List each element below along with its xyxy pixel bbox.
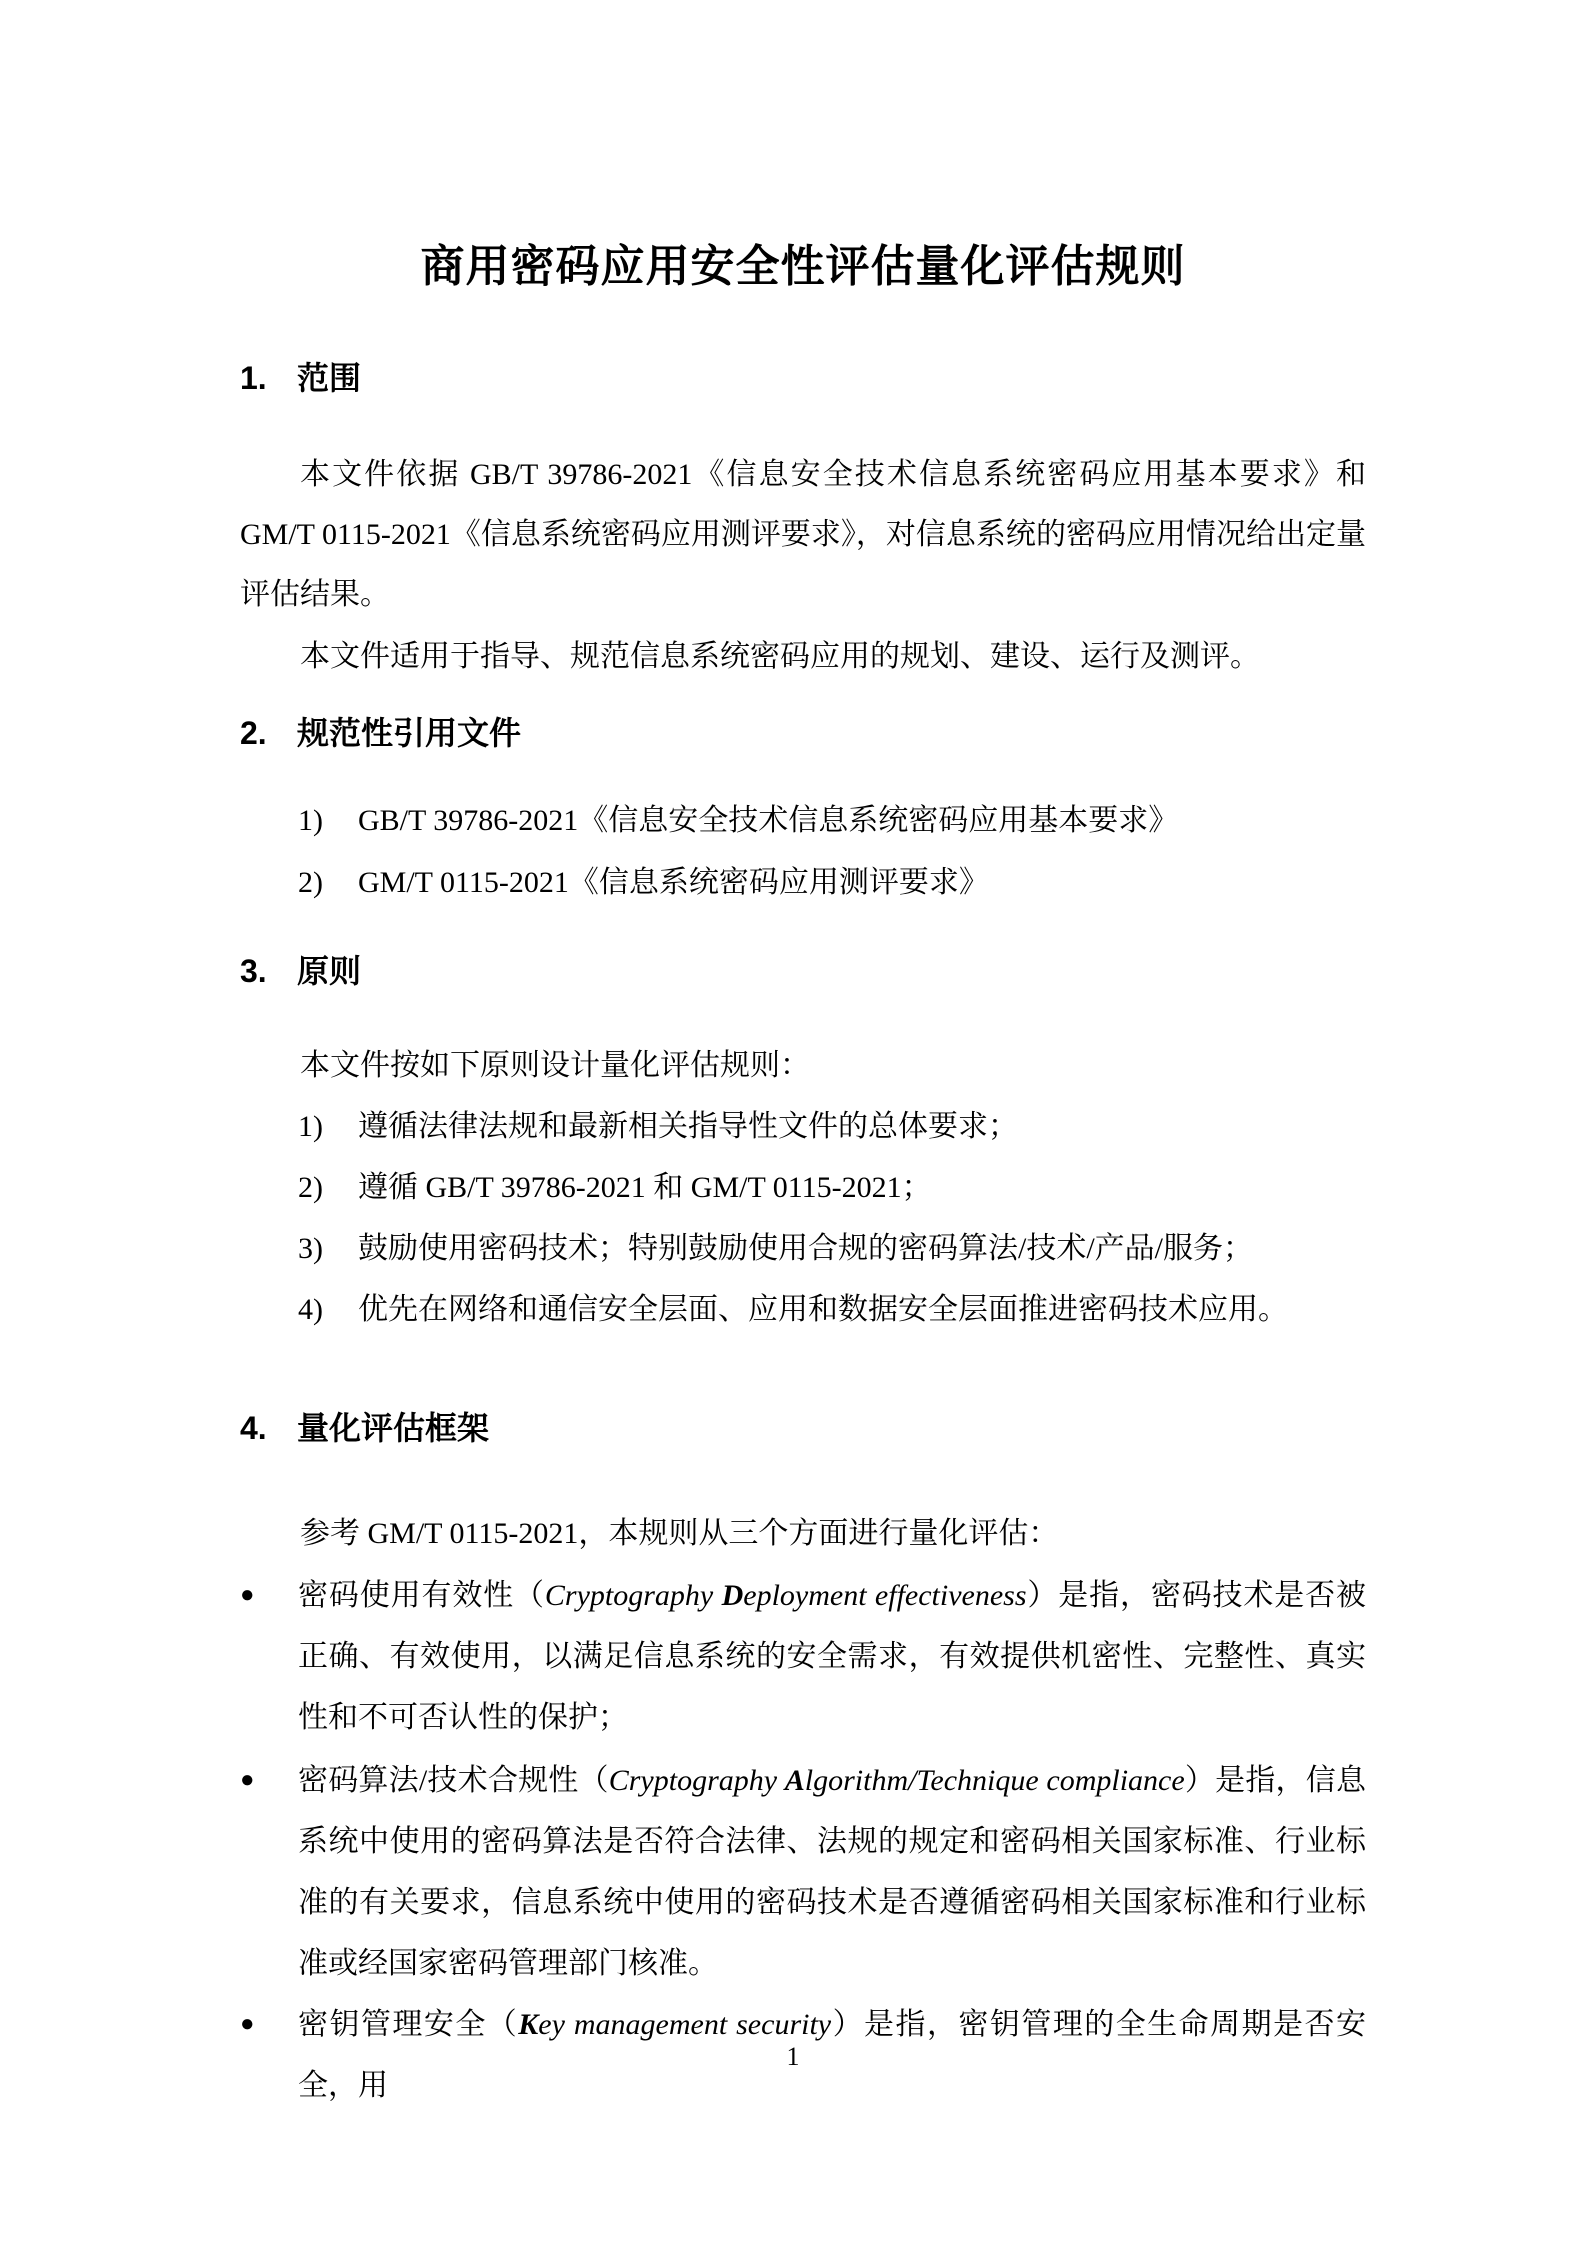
document-title: 商用密码应用安全性评估量化评估规则 [420,242,1186,291]
section-2-number: 2. [240,715,267,751]
list-item [298,1157,1366,1218]
list-marker: 2) [298,866,323,899]
section-1-heading [240,358,1366,399]
paragraph: 参考 GM/T 0115-2021，本规则从三个方面进行量化评估： [300,1517,1059,1550]
text-segment: 密码使用有效性（ [298,1579,545,1612]
paragraph: 本文件依据 GB/T 39786-2021《信息安全技术信息系统密码应用基本要求》和 GM/T 0115-2021《信息系统密码应用测评要求》，对信息系统的密码应用情况给出定量评估结果。 [240,458,1366,611]
text-segment: Cryptography [544,1579,722,1612]
list-marker: 1) [298,804,323,837]
text-segment: Cryptography [608,1764,785,1797]
english-term [518,2008,831,2041]
bullet-dot-icon: ● [240,1582,255,1608]
list-text: 优先在网络和通信安全层面、应用和数据安全层面推进密码技术应用。 [358,1293,1288,1326]
section-3-heading [240,951,1366,992]
list-text: 鼓励使用密码技术；特别鼓励使用合规的密码算法/技术/产品/服务； [358,1232,1254,1265]
reference-list [298,790,1366,914]
english-term [545,1579,1027,1612]
bullet-item [240,1750,1366,1994]
page-number: 1 [786,2042,800,2071]
text-segment: ）是指，信息系统中使用的密码算法是否符合法律、法规的规定和密码相关国家标准、行业标准的有关要求，信息系统中使用的密码技术是否遵循密码相关国家标准和行业标准或经国家密码管理部门核准。 [298,1764,1366,1980]
text-segment: ）是指，密码技术是否被正确、有效使用，以满足信息系统的安全需求，有效提供机密性、完整性、真实性和不可否认性的保护； [298,1579,1367,1734]
list-item [298,1096,1366,1157]
bullet-text [298,1750,1366,1994]
list-item [298,1279,1366,1340]
text-segment: ey management security [538,2008,832,2041]
bullet-dot-icon: ● [240,2011,255,2037]
list-marker: 1) [298,1110,323,1143]
text-segment: 密钥管理安全（ [298,2008,519,2041]
list-item [298,1218,1366,1279]
section-3-number: 3. [240,953,267,989]
text-segment: eployment effectiveness [743,1579,1027,1612]
section-4-heading [240,1408,1366,1449]
list-text: GM/T 0115-2021《信息系统密码应用测评要求》 [358,866,989,899]
section-4-heading-text: 量化评估框架 [297,1410,490,1446]
section-4-number: 4. [240,1410,267,1446]
text-segment: K [518,2008,539,2041]
bullet-text [298,1565,1366,1748]
section-1-heading-text: 范围 [297,360,362,396]
text-segment: lgorithm/Technique compliance [804,1764,1185,1797]
list-item [298,852,1366,914]
list-marker: 4) [298,1293,323,1326]
list-marker: 2) [298,1171,323,1204]
section-1-number: 1. [240,360,267,396]
list-text: GB/T 39786-2021《信息安全技术信息系统密码应用基本要求》 [358,804,1179,837]
section-2-heading-text: 规范性引用文件 [297,715,522,751]
bullet-dot-icon: ● [240,1767,255,1793]
text-segment: A [784,1764,805,1797]
section-2-heading [240,713,1366,754]
principle-list [298,1096,1366,1340]
list-text: 遵循 GB/T 39786-2021 和 GM/T 0115-2021； [358,1171,932,1204]
text-segment: 密码算法/技术合规性（ [298,1764,609,1797]
text-segment: D [721,1579,744,1612]
english-term [609,1764,1185,1797]
section-3-heading-text: 原则 [297,953,362,989]
text-segment: ）是指，密钥管理的全生命周期是否安全，用 [298,2008,1367,2102]
list-text: 遵循法律法规和最新相关指导性文件的总体要求； [358,1110,1018,1143]
list-item [298,790,1366,852]
list-marker: 3) [298,1232,323,1265]
paragraph: 本文件适用于指导、规范信息系统密码应用的规划、建设、运行及测评。 [300,640,1260,673]
paragraph: 本文件按如下原则设计量化评估规则： [300,1049,810,1082]
bullet-item [240,1565,1366,1748]
